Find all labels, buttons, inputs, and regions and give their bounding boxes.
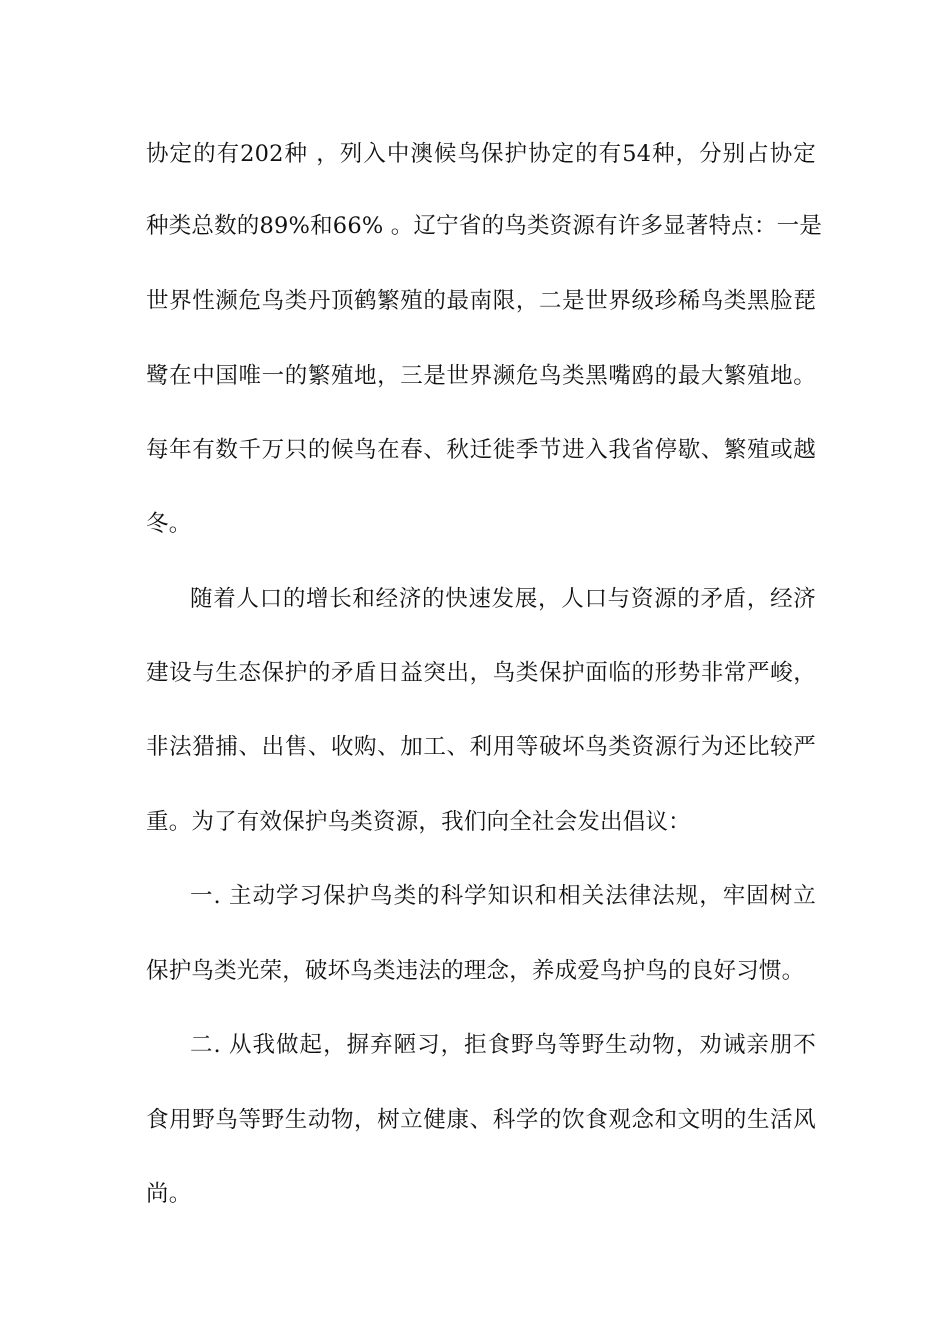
paragraph-4-line-2: 食用野鸟等野生动物，树立健康、科学的饮食观念和文明的生活风 [146,1107,816,1133]
paragraph-1-line-5: 每年有数千万只的候鸟在春、秋迁徙季节进入我省停歇、繁殖或越 [146,437,816,463]
paragraph-1-line-3: 世界性濒危鸟类丹顶鹤繁殖的最南限，二是世界级珍稀鸟类黑脸琵 [146,288,816,314]
paragraph-4-line-3: 尚。 [146,1181,192,1207]
paragraph-3-line-2: 保护鸟类光荣，破坏鸟类违法的理念，养成爱鸟护鸟的良好习惯。 [146,958,805,984]
paragraph-2-line-4: 重。为了有效保护鸟类资源，我们向全社会发出倡议： [146,809,691,835]
paragraph-1-line-1: 协定的有202种 ，列入中澳候鸟保护协定的有54种，分别占协定 [146,141,816,167]
paragraph-4-line-1: 二. 从我做起，摒弃陋习，拒食野鸟等野生动物，劝诫亲朋不 [190,1032,816,1058]
paragraph-1-line-4: 鹭在中国唯一的繁殖地，三是世界濒危鸟类黑嘴鸥的最大繁殖地。 [146,363,816,389]
paragraph-1-line-6: 冬。 [146,511,192,537]
paragraph-2-line-2: 建设与生态保护的矛盾日益突出，鸟类保护面临的形势非常严峻， [146,660,816,686]
paragraph-1-line-2: 种类总数的89%和66% 。辽宁省的鸟类资源有许多显著特点：一是 [146,213,823,239]
paragraph-2-line-3: 非法猎捕、出售、收购、加工、利用等破坏鸟类资源行为还比较严 [146,734,816,760]
paragraph-2-line-1: 随着人口的增长和经济的快速发展，人口与资源的矛盾，经济 [190,586,816,612]
paragraph-3-line-1: 一. 主动学习保护鸟类的科学知识和相关法律法规，牢固树立 [190,883,816,909]
